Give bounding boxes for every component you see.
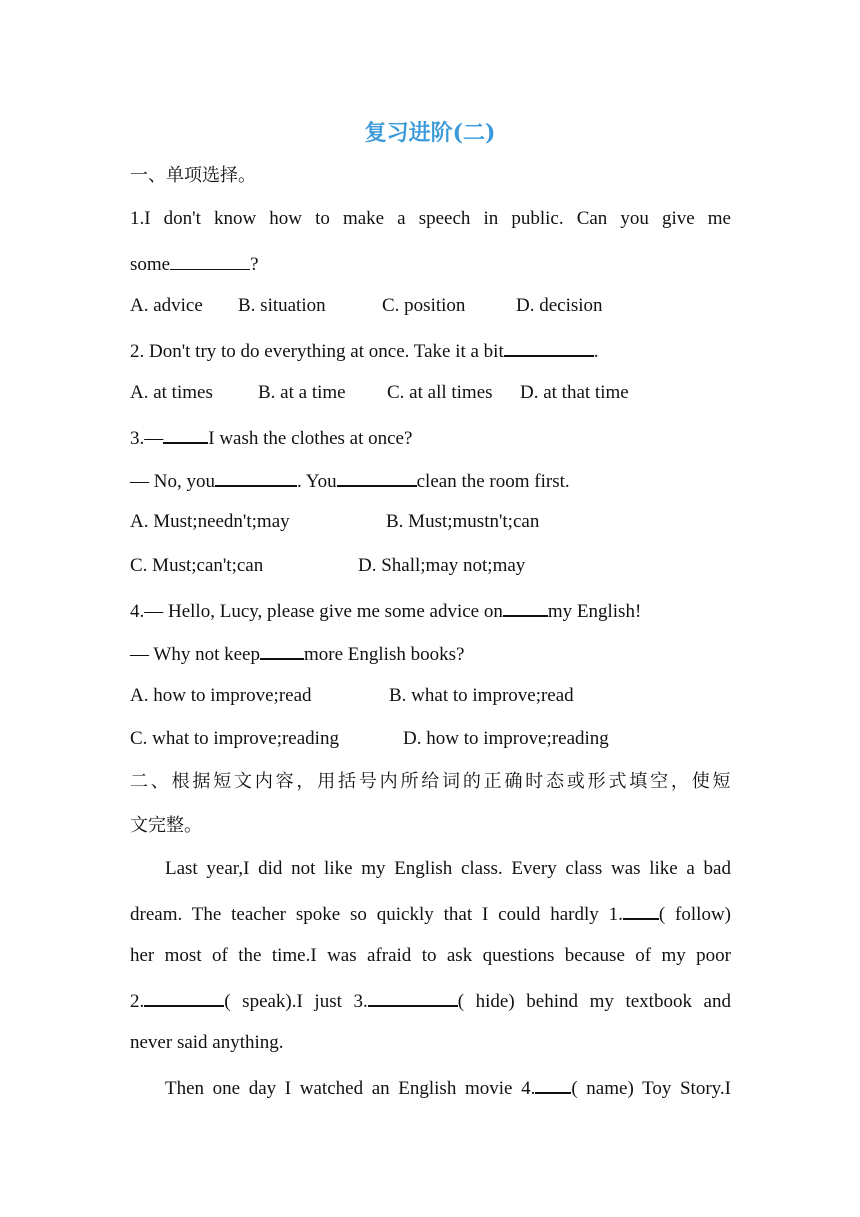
- question-4-option-b: B. what to improve;read: [389, 685, 574, 706]
- question-4-options-row1: [130, 684, 574, 708]
- passage-p1-line1: Last year,I did not like my English class. Every class was like a bad: [165, 858, 731, 879]
- question-4-option-a: A. how to improve;read: [130, 685, 312, 706]
- question-4-option-c: C. what to improve;reading: [130, 728, 339, 749]
- question-3-text-a: 3.—: [130, 428, 164, 449]
- question-1-blank: [170, 251, 250, 270]
- question-1-option-c: C. position: [382, 295, 466, 316]
- passage-text: Then one day I watched an English movie 4.: [165, 1078, 536, 1099]
- question-3-option-b: B. Must;mustn't;can: [386, 511, 540, 532]
- question-4-reply: [130, 640, 464, 667]
- passage-p1-line4: [130, 987, 731, 1014]
- question-4-blank-2: [260, 640, 304, 660]
- question-3-option-c: C. Must;can't;can: [130, 555, 264, 576]
- question-2-options: [130, 381, 629, 405]
- passage-blank-2: [144, 987, 224, 1007]
- question-4-reply-a: — Why not keep: [130, 644, 260, 665]
- page-title: 复习进阶(二): [364, 120, 496, 146]
- section2-heading: 二、根据短文内容，用括号内所给词的正确时态或形式填空，使短: [130, 771, 731, 792]
- question-4-text-a: 4.— Hello, Lucy, please give me some advice on: [130, 601, 503, 622]
- passage-p2-line1: [165, 1074, 731, 1101]
- question-3-blank-1: [163, 424, 208, 444]
- question-4-stem: [130, 597, 641, 624]
- question-3-text-b: I wash the clothes at once?: [208, 428, 413, 449]
- passage-text: dream. The teacher spoke so quickly that I could hardly 1.: [130, 904, 623, 925]
- question-1-option-a: A. advice: [130, 295, 203, 316]
- question-2-text-b: .: [593, 341, 599, 362]
- question-3-stem: [130, 424, 412, 451]
- question-2-blank: [504, 337, 594, 357]
- question-3-option-a: A. Must;needn't;may: [130, 511, 290, 532]
- section2-heading-cont: 文完整。: [130, 815, 202, 836]
- question-1-stem: 1.I don't know how to make a speech in public. Can you give me: [130, 208, 731, 229]
- passage-p1-line2: [130, 900, 731, 927]
- question-2-option-c: C. at all times: [387, 382, 493, 403]
- question-1-option-b: B. situation: [238, 295, 326, 316]
- question-1-text-a: some: [130, 254, 171, 275]
- passage-text: ( speak).I just 3.: [224, 991, 368, 1012]
- passage-text: ( hide) behind my textbook and: [457, 991, 731, 1012]
- passage-text: ( follow): [658, 904, 731, 925]
- section1-heading: 一、单项选择。: [130, 165, 256, 186]
- question-3-reply-a: — No, you: [130, 471, 215, 492]
- question-2-option-b: B. at a time: [258, 382, 346, 403]
- question-4-option-d: D. how to improve;reading: [403, 728, 609, 749]
- passage-p1-line5: never said anything.: [130, 1032, 284, 1053]
- question-3-reply-c: clean the room first.: [416, 471, 570, 492]
- question-3-blank-3: [337, 467, 417, 487]
- passage-p1-line3: her most of the time.I was afraid to ask questions because of my poor: [130, 945, 731, 966]
- passage-blank-3: [368, 987, 458, 1007]
- question-3-reply: [130, 467, 570, 494]
- question-1-text-b: ?: [250, 254, 259, 275]
- passage-text: 2.: [130, 991, 145, 1012]
- passage-text: ( name) Toy Story.I: [571, 1078, 731, 1099]
- question-3-option-d: D. Shall;may not;may: [358, 555, 526, 576]
- question-4-reply-b: more English books?: [304, 644, 465, 665]
- question-1-option-d: D. decision: [516, 295, 603, 316]
- question-1-stem-cont: [130, 251, 259, 277]
- passage-blank-1: [623, 900, 659, 920]
- question-2-option-a: A. at times: [130, 382, 213, 403]
- question-4-options-row2: [130, 727, 609, 751]
- passage-blank-4: [535, 1074, 571, 1094]
- question-3-options-row1: [130, 510, 539, 534]
- question-4-blank-1: [503, 597, 548, 617]
- question-3-reply-b: . You: [296, 471, 337, 492]
- question-2-option-d: D. at that time: [520, 382, 629, 403]
- question-2-text-a: 2. Don't try to do everything at once. Take it a bit: [130, 341, 504, 362]
- question-3-blank-2: [215, 467, 297, 487]
- question-4-text-b: my English!: [547, 601, 642, 622]
- question-3-options-row2: [130, 554, 525, 578]
- question-1-options: [130, 294, 603, 318]
- question-2-stem: [130, 337, 599, 364]
